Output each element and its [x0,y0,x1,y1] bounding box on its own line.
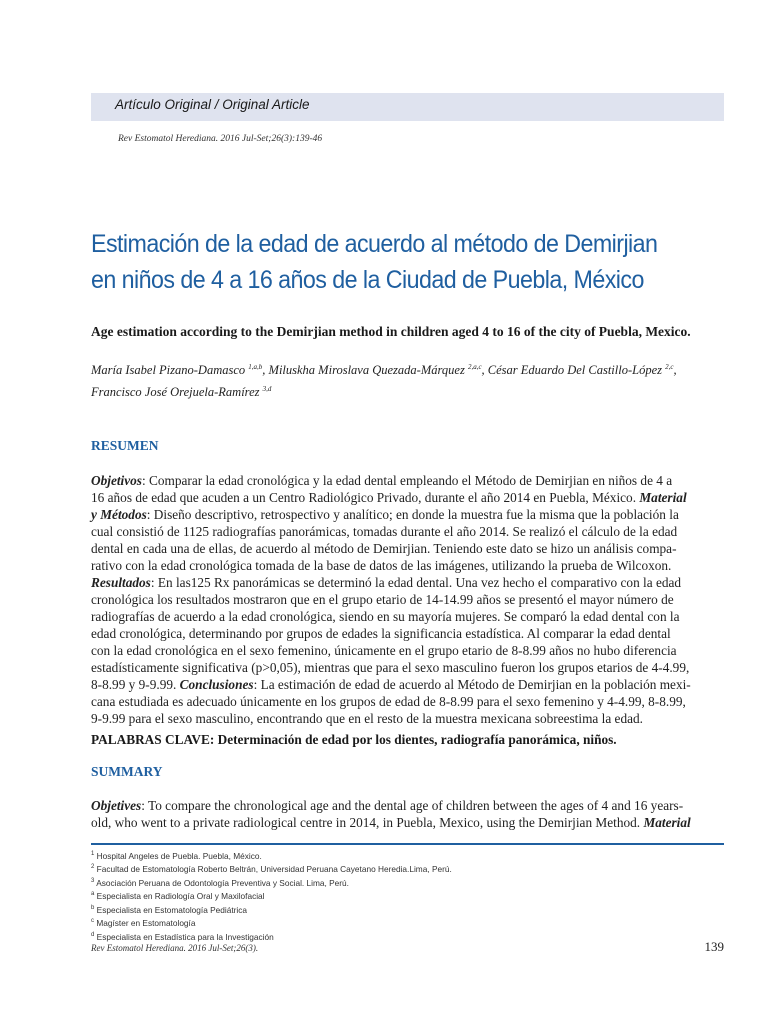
summary-body [91,797,724,831]
footnote: $^b$ Especialista en Estomatología Pediátrica [91,904,248,915]
footnote: $^2$ Facultad de Estomatología Roberto Beltrán, Universidad Peruana Cayetano Heredia.Lima, Perú. [91,864,452,875]
label-metodos-part: y Métodos [91,507,147,522]
author-affiliation: 3,d [262,385,272,394]
author-affiliation: 2,c [665,363,674,371]
text-line: edad cronológica, determinando por grupos de edades la significancia estadística. Al comparar la edad dental [91,626,671,641]
section-banner [91,93,724,121]
keywords: PALABRAS CLAVE: Determinación de edad por los dientes, radiografía panorámica, niños. [91,732,617,747]
text-line: Objetives: To compare the chronological age and the dental age of children between the ages of 4 and 16 years- [91,798,684,813]
footnote: $^a$ Especialista en Radiología Oral y Maxilofacial [91,891,265,902]
label-material-part: Material [639,490,687,505]
article-title [91,226,686,298]
footnote: $^c$ Magíster en Estomatología [91,918,196,929]
footnote-divider [91,843,724,845]
text-line: 9-9.99 para el sexo masculino, encontrando que en el resto de la muestra mexicana sobreestima la edad. [91,711,643,726]
author-name: Francisco José Orejuela-Ramírez [91,385,260,400]
text-line: radiografías de acuerdo a la edad cronológica, siendo en su mayoría mujeres. Se comparó la edad dental con la [91,609,680,624]
resumen-body [91,472,724,727]
text-line: Objetivos: Comparar la edad cronológica y la edad dental empleando el Método de Demirjian en niños de 4 a [91,473,673,488]
label-resultados: Resultados [91,575,151,590]
text-line: cual consistió de 1125 radiografías panorámicas, tomadas durante el año 2014. Se realizó el cálculo de la edad [91,524,678,539]
resumen-heading: RESUMEN [91,438,159,453]
summary-heading: SUMMARY [91,764,163,779]
author-name: Miluskha Miroslava Quezada-Márquez [268,363,465,378]
text-line: 16 años de edad que acuden a un Centro Radiológico Privado, durante el año 2014 en Puebla, México. Material [91,490,687,505]
footnote: $^3$ Asociación Peruana de Odontología Preventiva y Social. Lima, Perú. [91,877,349,888]
text-line: y Métodos: Diseño descriptivo, retrospectivo y analítico; en donde la muestra fue la misma que la población la [91,507,679,522]
text-line: old, who went to a private radiological centre in 2014, in Puebla, Mexico, using the Demirjian Method. Material [91,815,691,830]
author-affiliation: 2,a,c [467,363,482,371]
text-line: 8-8.99 y 9-9.99. Conclusiones: La estimación de edad de acuerdo al Método de Demirjian en la población mexi- [91,677,691,692]
label-material-en: Material [643,815,691,830]
footnote: $^1$ Hospital Angeles de Puebla. Puebla, México. [91,850,262,861]
article-title-line: en niños de 4 a 16 años de la Ciudad de Puebla, México [91,266,644,294]
footnote: $^d$ Especialista en Estadística para la Investigación [91,931,274,942]
text-line: cronológica los resultados mostraron que en el grupo etario de 14-14.99 años se presentó el mayor número de [91,592,674,607]
text-line: Resultados: En las125 Rx panorámicas se determinó la edad dental. Una vez hecho el comparativo con la edad [91,575,682,590]
section-label: Artículo Original / Original Article [115,97,310,112]
label-objectives: Objetives [91,798,142,813]
footer-citation: Rev Estomatol Herediana. 2016 Jul-Set;26(3). [91,943,259,953]
text-line: cana estudiada es adecuado únicamente en los grupos de edad de 8-8.99 para el sexo femenino y 4-4.99, 8-8.99, [91,694,686,709]
page-number: 139 [704,939,724,954]
text-line: con la edad cronológica en el sexo femenino, únicamente en el grupo etario de 8-8.99 años no hubo diferencia [91,643,677,658]
text-line: dental en cada una de ellas, de acuerdo al método de Demirjian. Teniendo este dato se hizo un análisis compa- [91,541,677,556]
text-line: estadísticamente significativa (p>0,05), mientras que para el sexo masculino fueron los grupos etarios de 4-4.99, [91,660,690,675]
author-name: María Isabel Pizano-Damasco [91,363,246,378]
english-title: Age estimation according to the Demirjian method in children aged 4 to 16 of the city of Puebla, Mexico. [91,324,691,339]
author-affiliation: 1,a,b [248,363,263,371]
author-name: César Eduardo Del Castillo-López [487,363,662,378]
journal-citation: Rev Estomatol Herediana. 2016 Jul-Set;26(3):139-46 [118,134,323,144]
article-title-line: Estimación de la edad de acuerdo al método de Demirjian [91,230,658,258]
label-objetivos: Objetivos [91,473,142,488]
author-list: María Isabel Pizano-Damasco $^{1,a,b}$, Miluskha Miroslava Quezada-Márquez $^{2,a,c}$, César Eduardo Del Castillo-López $^{2,c}$, Francisco José Orejuela-Ramírez $^{3,d}$ [91,363,677,400]
footnotes [91,849,724,943]
text-line: rativo con la edad cronológica tomada de la base de datos de las imágenes, utilizando la prueba de Wilcoxon. [91,558,672,573]
label-conclusiones: Conclusiones [179,677,254,692]
